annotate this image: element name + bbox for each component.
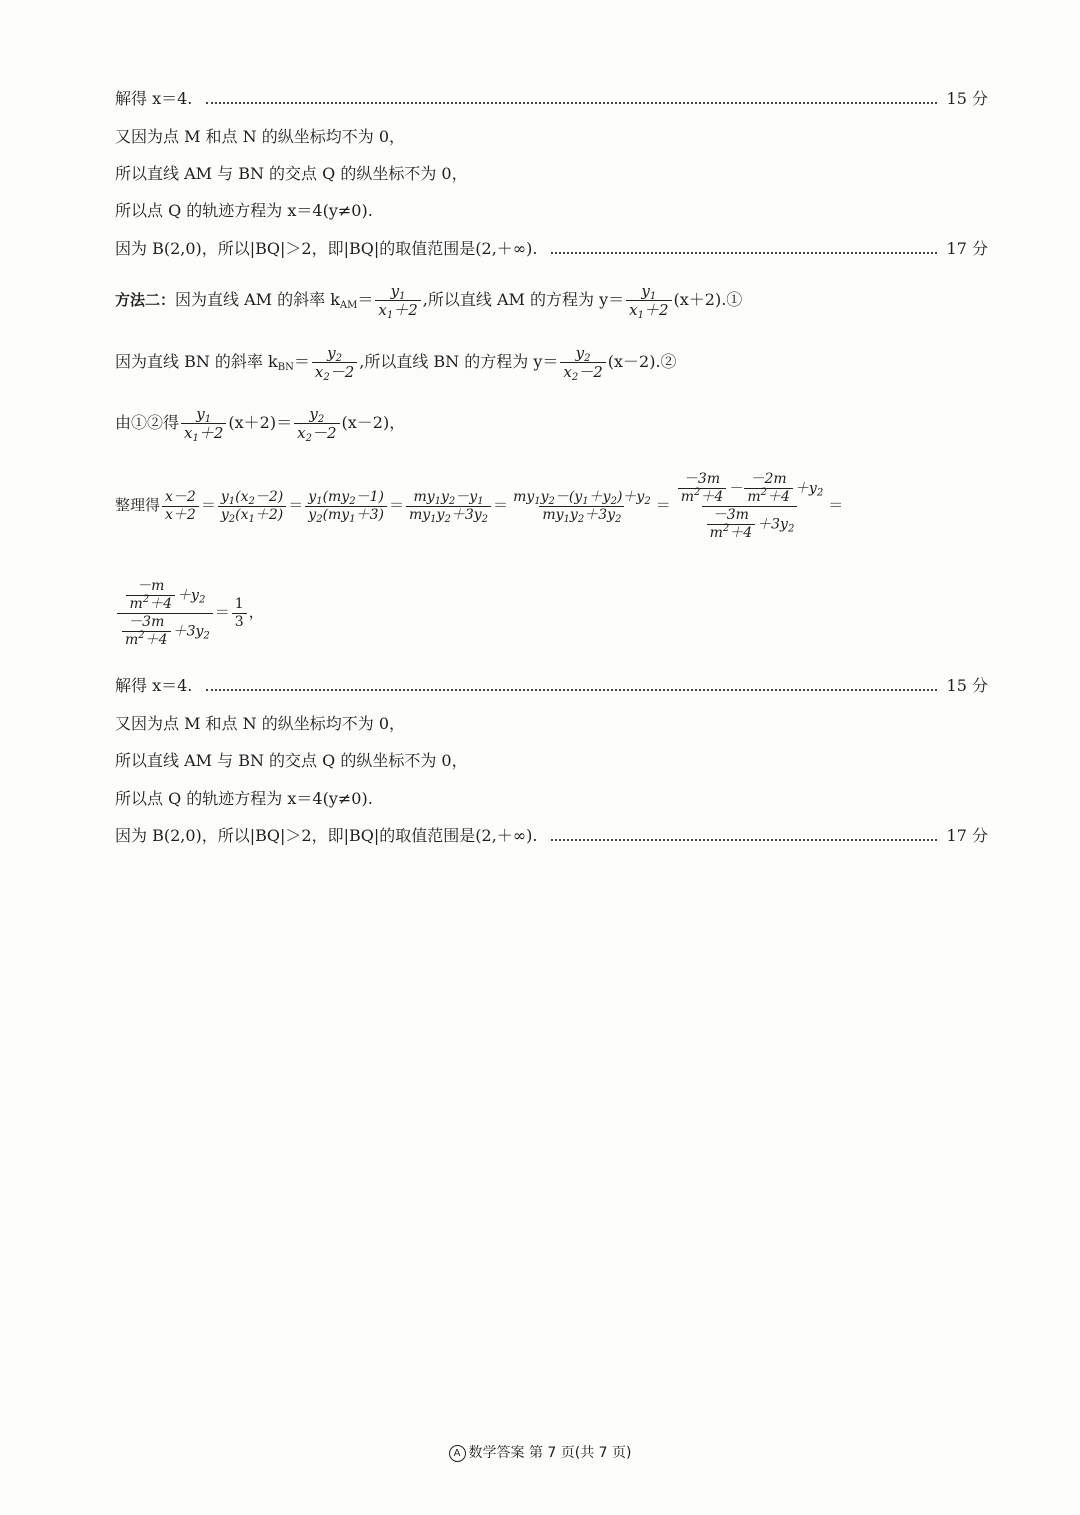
- text-line: 所以直线 AM 与 BN 的交点 Q 的纵坐标不为 0，: [115, 751, 468, 770]
- text: ,所以直线 AM 的方程为 y＝: [422, 290, 625, 309]
- compound-fraction: $\frac{-3m}{m^2+4}$ － $\frac{-2m}{m^2+4}$ $+y_2$ $\frac{-3m}{m^2+4}$ $+3y_2$: [673, 471, 826, 542]
- range-line-2: [115, 826, 988, 846]
- leader-dots: [551, 252, 936, 254]
- text: (x－2)，: [341, 413, 406, 432]
- text: ，: [248, 603, 264, 621]
- compound-fraction: $\frac{-m}{m^2+4}$ $+y_2$ $\frac{-3m}{m^2+4}$ $+3y_2$: [117, 578, 213, 649]
- text-line: 又因为点 M 和点 N 的纵坐标均不为 0，: [115, 714, 405, 733]
- fraction: $\frac{y_2}{x_2-2}$: [560, 344, 605, 381]
- fraction: $\frac{y_2}{x_2-2}$: [312, 344, 357, 381]
- range-text: 因为 B(2,0)，所以|BQ|＞2，即|BQ|的取值范围是(2,＋∞).: [115, 826, 538, 845]
- fraction: $\frac{y_1}{x_1+2}$: [181, 405, 226, 442]
- solve-line-1: [115, 89, 988, 109]
- method2-line-combine: [115, 403, 405, 443]
- fraction: $\frac{y_2}{x_2-2}$: [294, 405, 339, 442]
- fraction: $\frac{y_1}{x_1+2}$: [375, 282, 420, 319]
- fraction: $\frac{my_1y_2-(y_1+y_2)+y_2}{my_1y_2+3y_2}$: [513, 488, 651, 525]
- subscript: BN: [277, 362, 294, 373]
- leader-dots: [551, 839, 936, 841]
- subscript: AM: [339, 300, 358, 311]
- text: (x＋2).①: [673, 290, 743, 309]
- method2-line-am: 方法二：因为直线 AM 的斜率 $k_{AM}=$ $\frac{y_1}{x_1+2}$ ,所以直线 AM 的方程为 y＝ $\frac{y_1}{x_1+2}$ (x＋2).①: [115, 282, 743, 321]
- page-footer: [0, 1442, 1080, 1462]
- solve-text: 解得 x＝4.: [115, 89, 193, 108]
- method2-line-simplify: 整理得 $\frac{x-2}{x+2}$ ＝ $\frac{y_1(x_2-2)}{y_2(x_1+2)}$ ＝ $\frac{y_1(my_2-1)}{y_2(my_1+3)}$ ＝ $\frac{my_1y_2-y_1}{my_1y_2+3y_2}$ ＝ $\frac{my_1y_2-(y_1+y_2)+y_2}{my_1y_2+3y_2}$ ＝ $\frac{-3m}{m^2+4}$ － $\frac{-2m}{m^2+4}$ $+y_2$ $\frac{-3m}{m^2+4}$ $+3y_2$ ＝: [115, 470, 844, 541]
- text: 由①②得: [115, 413, 180, 432]
- leader-dots: [206, 689, 936, 691]
- fraction: $\frac{my_1y_2-y_1}{my_1y_2+3y_2}$: [406, 489, 491, 524]
- score-points: 17 分: [946, 239, 988, 258]
- text: 因为直线 AM 的斜率 k: [175, 290, 340, 309]
- leader-dots: [206, 102, 936, 104]
- text: 整理得: [115, 496, 161, 514]
- method-label: 方法二：: [115, 291, 176, 309]
- footer-text: 数学答案 第 7 页(共 7 页): [468, 1445, 632, 1461]
- solve-line-2: [115, 676, 988, 696]
- fraction: $\frac{y_1}{x_1+2}$: [626, 282, 671, 319]
- range-text: 因为 B(2,0)，所以|BQ|＞2，即|BQ|的取值范围是(2,＋∞).: [115, 239, 538, 258]
- method2-line-bn: 因为直线 BN 的斜率 $k_{BN}=$ $\frac{y_2}{x_2-2}$ ,所以直线 BN 的方程为 y＝ $\frac{y_2}{x_2-2}$ (x－2).②: [115, 344, 677, 383]
- text-line: 又因为点 M 和点 N 的纵坐标均不为 0，: [115, 127, 405, 146]
- circled-a-icon: A: [449, 1445, 466, 1462]
- text: (x－2).②: [607, 352, 677, 371]
- fraction: $\frac{y_1(my_2-1)}{y_2(my_1+3)}$: [305, 489, 387, 524]
- method2-line-result: $\frac{-m}{m^2+4}$ $+y_2$ $\frac{-3m}{m^2+4}$ $+3y_2$ ＝ $\frac{1}{3}$ ，: [115, 572, 264, 652]
- score-points: 15 分: [946, 89, 988, 108]
- fraction: $\frac{1}{3}$: [232, 596, 247, 631]
- text: 因为直线 BN 的斜率 k: [115, 352, 278, 371]
- fraction: $\frac{y_1(x_2-2)}{y_2(x_1+2)}$: [218, 489, 286, 524]
- text: ,所以直线 BN 的方程为 y＝: [359, 352, 559, 371]
- text: (x＋2)＝: [228, 413, 293, 432]
- score-points: 15 分: [946, 676, 988, 695]
- text-line: 所以点 Q 的轨迹方程为 x＝4(y≠0).: [115, 789, 373, 808]
- text-line: 所以点 Q 的轨迹方程为 x＝4(y≠0).: [115, 201, 373, 220]
- score-points: 17 分: [946, 826, 988, 845]
- fraction: $\frac{x-2}{x+2}$: [162, 489, 199, 524]
- text-line: 所以直线 AM 与 BN 的交点 Q 的纵坐标不为 0，: [115, 164, 468, 183]
- solve-text: 解得 x＝4.: [115, 676, 193, 695]
- range-line-1: [115, 239, 988, 259]
